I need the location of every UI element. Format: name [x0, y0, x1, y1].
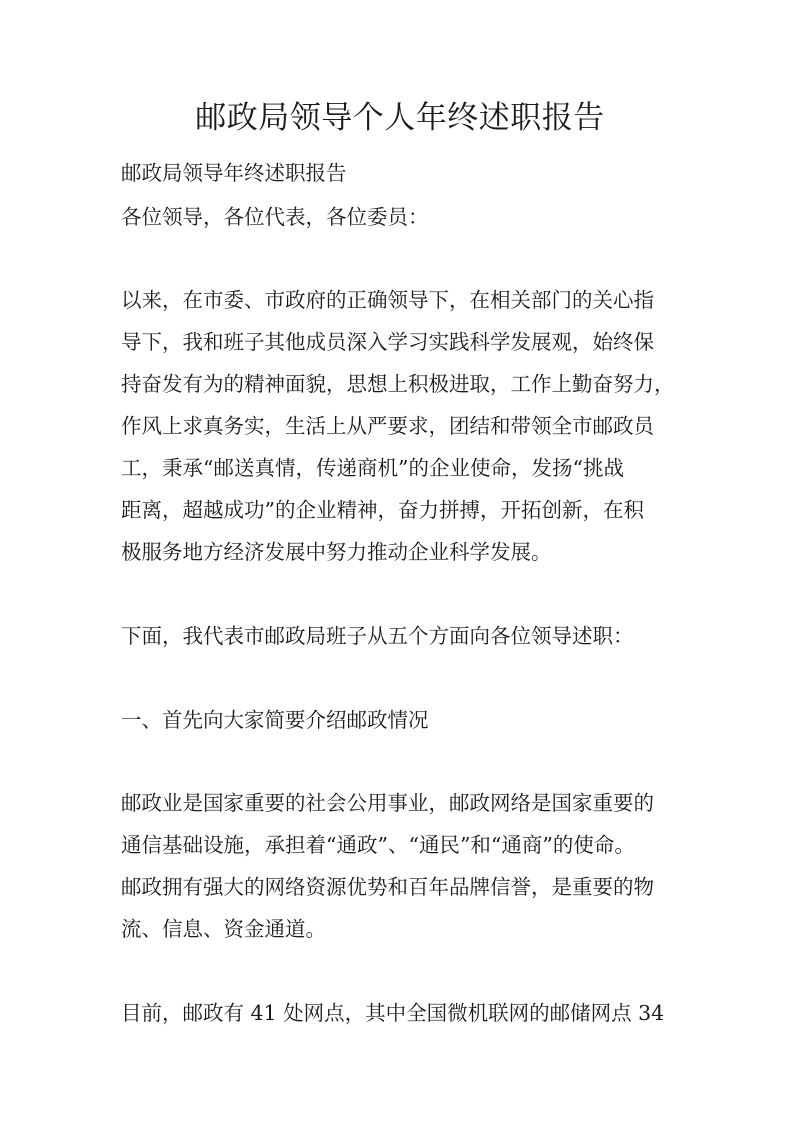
paragraph-2: 下面，我代表市邮政局班子从五个方面向各位领导述职：	[121, 624, 634, 648]
paragraph-line: 工，秉承“邮送真情，传递商机”的企业使命，发扬“挑战	[121, 456, 624, 480]
paragraph-line: 流、信息、资金通道。	[121, 917, 326, 941]
document-subtitle: 邮政局领导年终述职报告	[121, 161, 347, 185]
document-title: 邮政局领导个人年终述职报告	[195, 100, 605, 136]
paragraph-line: 以来，在市委、市政府的正确领导下，在相关部门的关心指	[121, 288, 654, 312]
paragraph-line: 邮政拥有强大的网络资源优势和百年品牌信誉，是重要的物	[121, 875, 654, 899]
salutation: 各位领导，各位代表，各位委员：	[121, 205, 429, 229]
paragraph-line: 邮政业是国家重要的社会公用事业，邮政网络是国家重要的	[121, 791, 654, 815]
paragraph-line: 导下，我和班子其他成员深入学习实践科学发展观，始终保	[121, 330, 654, 354]
paragraph-line: 距离，超越成功”的企业精神，奋力拼搏，开拓创新，在积	[121, 498, 644, 522]
paragraph-line: 通信基础设施，承担着“通政”、“通民”和“通商”的使命。	[121, 833, 635, 857]
section-heading-1: 一、首先向大家简要介绍邮政情况	[121, 708, 429, 732]
paragraph-line: 极服务地方经济发展中努力推动企业科学发展。	[121, 540, 552, 564]
paragraph-line: 作风上求真务实，生活上从严要求，团结和带领全市邮政员	[121, 414, 654, 438]
paragraph-4: 目前，邮政有 41 处网点，其中全国微机联网的邮储网点 34	[121, 1001, 665, 1025]
paragraph-line: 持奋发有为的精神面貌，思想上积极进取，工作上勤奋努力，	[121, 372, 675, 396]
